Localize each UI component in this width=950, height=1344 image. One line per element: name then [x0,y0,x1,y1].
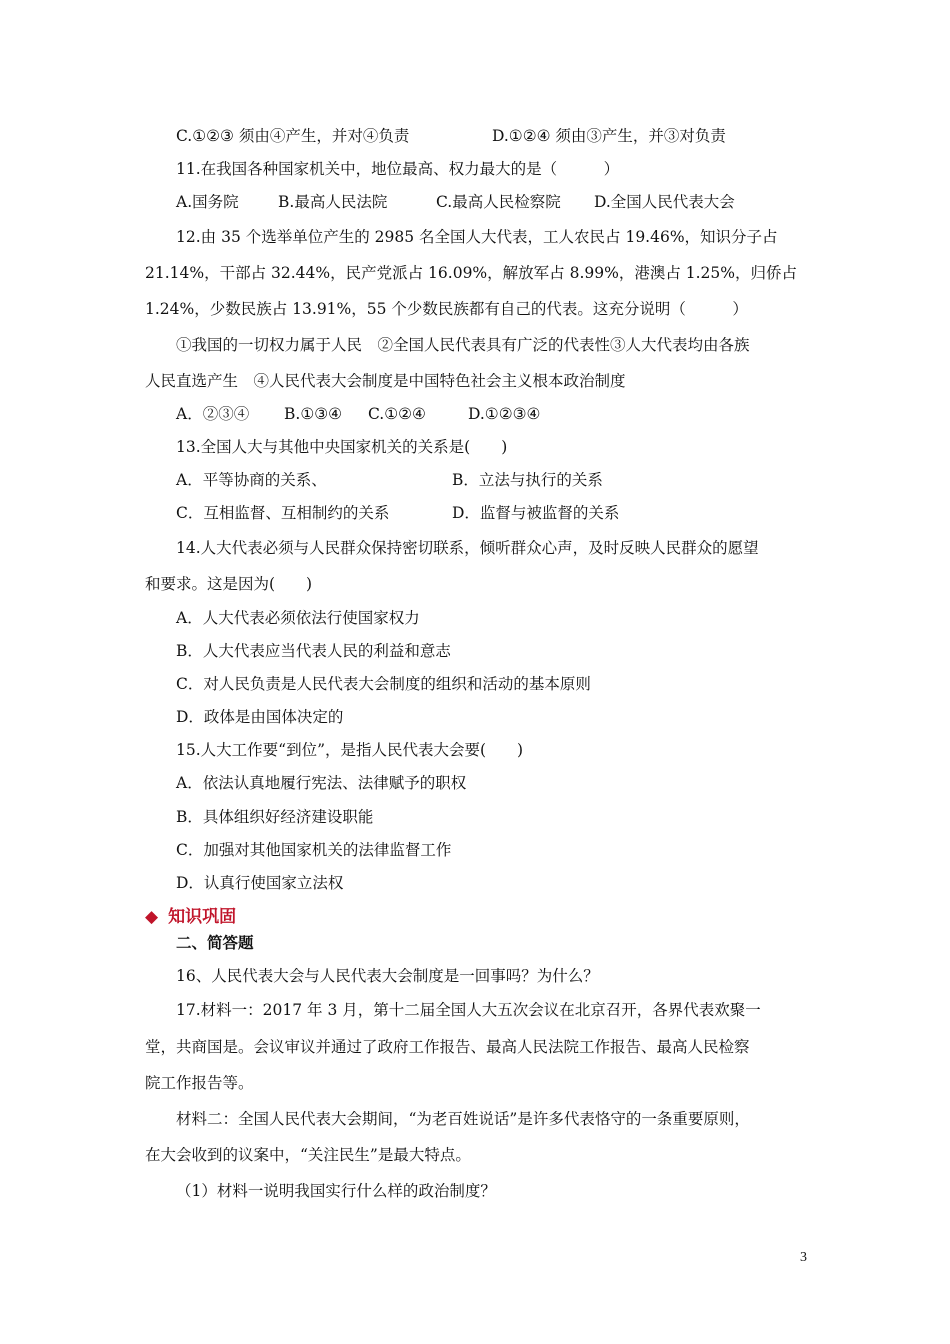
q13-option-b: B．立法与执行的关系 [452,471,603,489]
q14-option-b: B．人大代表应当代表人民的利益和意志 [176,642,451,660]
q12-option-b: B.①③④ [284,405,343,423]
q12-line-2: 21.14%，干部占 32.44%，民产党派占 16.09%，解放军占 8.99%，港澳占 1.25%，归侨占 [145,264,797,282]
q12-statements-1: ①我国的一切权力属于人民 ②全国人民代表具有广泛的代表性③人大代表均由各族 [176,336,750,354]
q11-option-c: C.最高人民检察院 [436,193,561,211]
section-heading [145,905,236,929]
q17-material1-line-2: 堂，共商国是。会议审议并通过了政府工作报告、最高人民法院工作报告、最高人民检察 [145,1038,750,1056]
q17-material2-line-1: 材料二：全国人民代表大会期间，“为老百姓说话”是许多代表恪守的一条重要原则， [176,1110,750,1128]
q14-line-1: 14.人大代表必须与人民群众保持密切联系，倾听群众心声，及时反映人民群众的愿望 [176,539,759,557]
q17-material1-line-3: 院工作报告等。 [145,1074,254,1092]
q13-stem: 13.全国人大与其他中央国家机关的关系是( ) [176,438,508,456]
q12-options [176,403,540,425]
q11-option-d: D.全国人民代表大会 [594,193,735,211]
q12-option-d: D.①②③④ [468,405,541,423]
q14-line-2: 和要求。这是因为( ) [145,575,313,593]
q11-stem: 11.在我国各种国家机关中，地位最高、权力最大的是（ ） [176,160,620,178]
q10-options-cd [176,125,726,147]
q17-material2-line-2: 在大会收到的议案中，“关注民生”是最大特点。 [145,1146,471,1164]
q16-stem: 16、人民代表大会与人民代表大会制度是一回事吗？为什么？ [176,967,599,985]
q12-statements-2: 人民直选产生 ④人民代表大会制度是中国特色社会主义根本政治制度 [145,372,626,390]
q11-option-a: A.国务院 [176,193,239,211]
q13-option-d: D．监督与被监督的关系 [452,504,620,522]
q12-line-1: 12.由 35 个选举单位产生的 2985 名全国人大代表，工人农民占 19.46%，知识分子占 [176,228,778,246]
q12-option-a: A．②③④ [176,405,250,423]
q15-stem: 15.人大工作要“到位”，是指人民代表大会要( ) [176,741,524,759]
q15-option-b: B．具体组织好经济建设职能 [176,808,374,826]
section-subtitle: 二、简答题 [176,934,254,952]
q14-option-c: C．对人民负责是人民代表大会制度的组织和活动的基本原则 [176,675,591,693]
q12-option-c: C.①②④ [368,405,426,423]
q10-option-d: D.①②④ 须由③产生，并③对负责 [492,127,726,145]
q12-line-3: 1.24%，少数民族占 13.91%，55 个少数民族都有自己的代表。这充分说明（ ） [145,300,748,318]
q11-options [176,191,735,213]
q15-option-a: A．依法认真地履行宪法、法律赋予的职权 [176,774,467,792]
q11-option-b: B.最高人民法院 [278,193,388,211]
q13-options-cd [176,502,619,524]
q14-option-d: D．政体是由国体决定的 [176,708,344,726]
q17-material1-line-1: 17.材料一：2017 年 3 月，第十二届全国人大五次会议在北京召开，各界代表欢聚一 [176,1001,761,1019]
q15-option-c: C．加强对其他国家机关的法律监督工作 [176,841,452,859]
q17-subquestion-1: （1）材料一说明我国实行什么样的政治制度？ [176,1182,496,1200]
section-title: 知识巩固 [168,907,237,927]
q13-options-ab [176,469,603,491]
q14-option-a: A．人大代表必须依法行使国家权力 [176,609,420,627]
q13-option-c: C．互相监督、互相制约的关系 [176,504,390,522]
q13-option-a: A．平等协商的关系、 [176,471,327,489]
diamond-icon: ◆ [145,907,159,927]
q10-option-c: C.①②③ 须由④产生，并对④负责 [176,127,410,145]
q15-option-d: D．认真行使国家立法权 [176,874,344,892]
page-number: 3 [800,1250,807,1265]
